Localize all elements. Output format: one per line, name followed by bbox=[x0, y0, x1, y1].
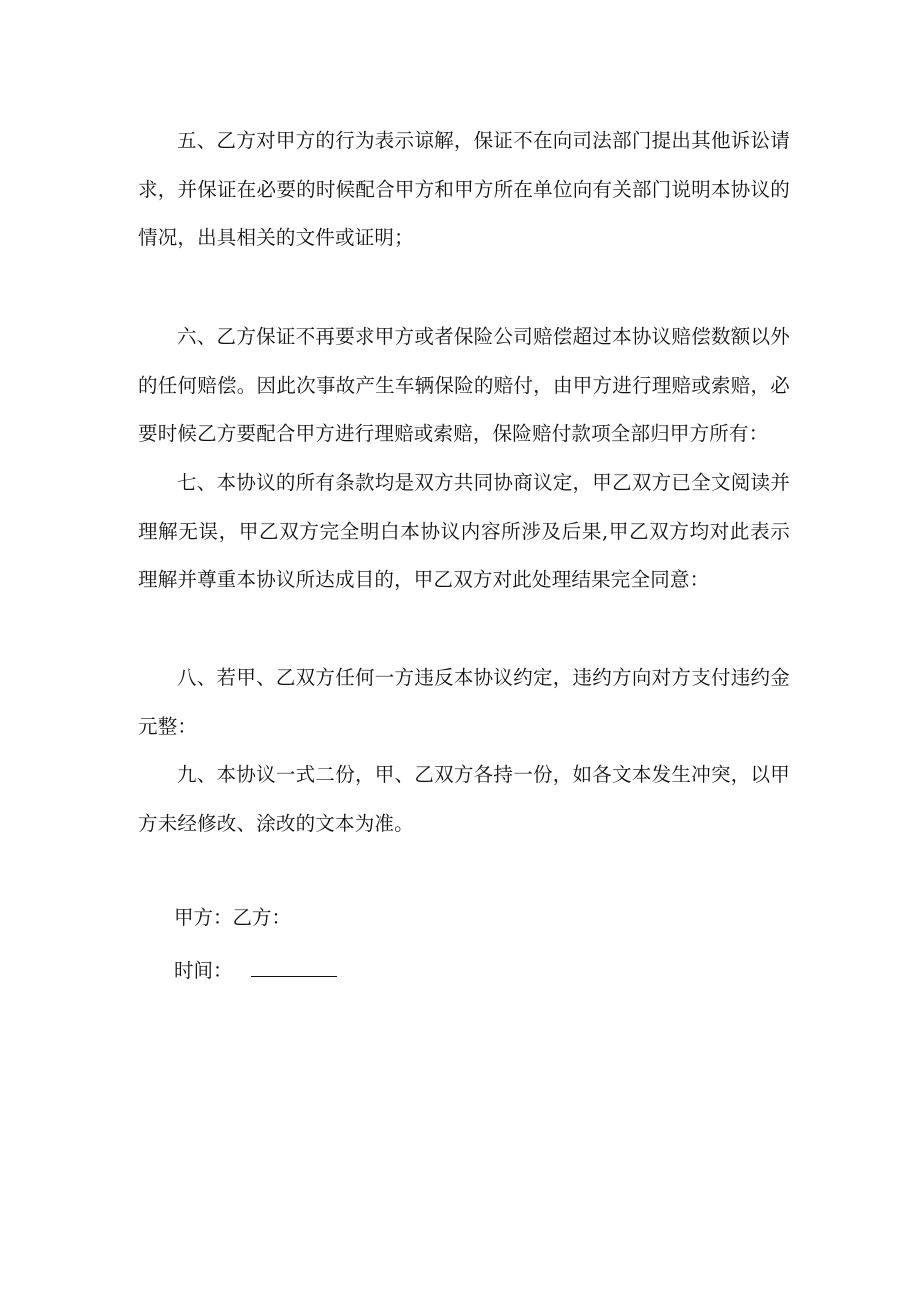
signature-parties: 甲方：乙方： bbox=[174, 906, 292, 929]
clause-9: 九、本协议一式二份，甲、乙双方各持一份，如各文本发生冲突，以甲方未经修改、涂改的文本为准。 bbox=[138, 763, 790, 835]
clause-8: 八、若甲、乙双方任何一方违反本协议约定，违约方向对方支付违约金元整： bbox=[138, 666, 790, 738]
clause-5: 五、乙方对甲方的行为表示谅解，保证不在向司法部门提出其他诉讼请求，并保证在必要的时候配合甲方和甲方所在单位向有关部门说明本协议的情况，出具相关的文件或证明； bbox=[138, 129, 790, 250]
signature-time bbox=[174, 956, 337, 984]
clause-6: 六、乙方保证不再要求甲方或者保险公司赔偿超过本协议赔偿数额以外的任何赔偿。因此次事故产生车辆保险的赔付，由甲方进行理赔或索赔，必要时候乙方要配合甲方进行理赔或索赔，保险赔付款项全部归甲方所有： bbox=[138, 325, 790, 446]
clause-7: 七、本协议的所有条款均是双方共同协商议定，甲乙双方已全文阅读并理解无误，甲乙双方完全明白本协议内容所涉及后果,甲乙双方均对此表示理解并尊重本协议所达成目的，甲乙双方对此处理结果完全同意： bbox=[138, 471, 790, 592]
time-label: 时间： bbox=[174, 959, 233, 982]
time-blank-line bbox=[251, 956, 337, 977]
